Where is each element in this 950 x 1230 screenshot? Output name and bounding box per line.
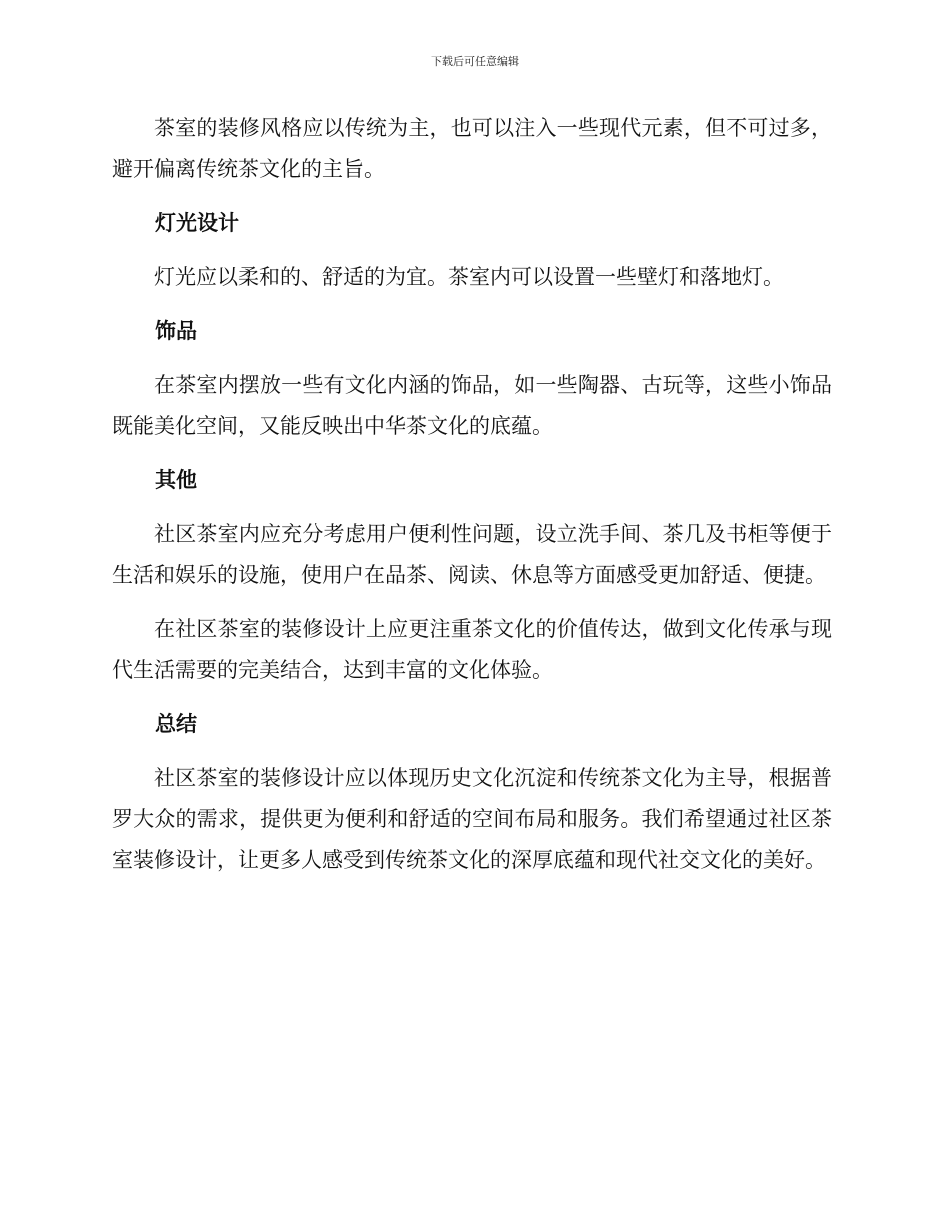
paragraph-lighting: 灯光应以柔和的、舒适的为宜。茶室内可以设置一些壁灯和落地灯。: [154, 265, 784, 289]
document-body: [112, 108, 832, 894]
paragraph-other-culture: 在社区茶室的装修设计上应更注重茶文化的价值传达，做到文化传承与现代生活需要的完美结合，达到丰富的文化体验。: [112, 617, 832, 682]
heading-lighting-design: 灯光设计: [155, 211, 239, 235]
paragraph-summary: 社区茶室的装修设计应以体现历史文化沉淀和传统茶文化为主导，根据普罗大众的需求，提供更为便利和舒适的空间布局和服务。我们希望通过社区茶室装修设计，让更多人感受到传统茶文化的深厚底蕴和现代社交文化的美好。: [112, 766, 832, 872]
paragraph-decorations: 在茶室内摆放一些有文化内涵的饰品，如一些陶器、古玩等，这些小饰品既能美化空间，又能反映出中华茶文化的底蕴。: [112, 373, 832, 438]
paragraph-style-intro: 茶室的装修风格应以传统为主，也可以注入一些现代元素，但不可过多，避开偏离传统茶文化的主旨。: [112, 116, 832, 181]
heading-summary: 总结: [155, 712, 197, 736]
page-header: 下载后可任意编辑: [431, 55, 519, 68]
heading-other: 其他: [155, 468, 197, 492]
heading-decorations: 饰品: [155, 319, 197, 343]
paragraph-other-facilities: 社区茶室内应充分考虑用户便利性问题，设立洗手间、茶几及书柜等便于生活和娱乐的设施，使用户在品茶、阅读、休息等方面感受更加舒适、便捷。: [112, 522, 832, 587]
